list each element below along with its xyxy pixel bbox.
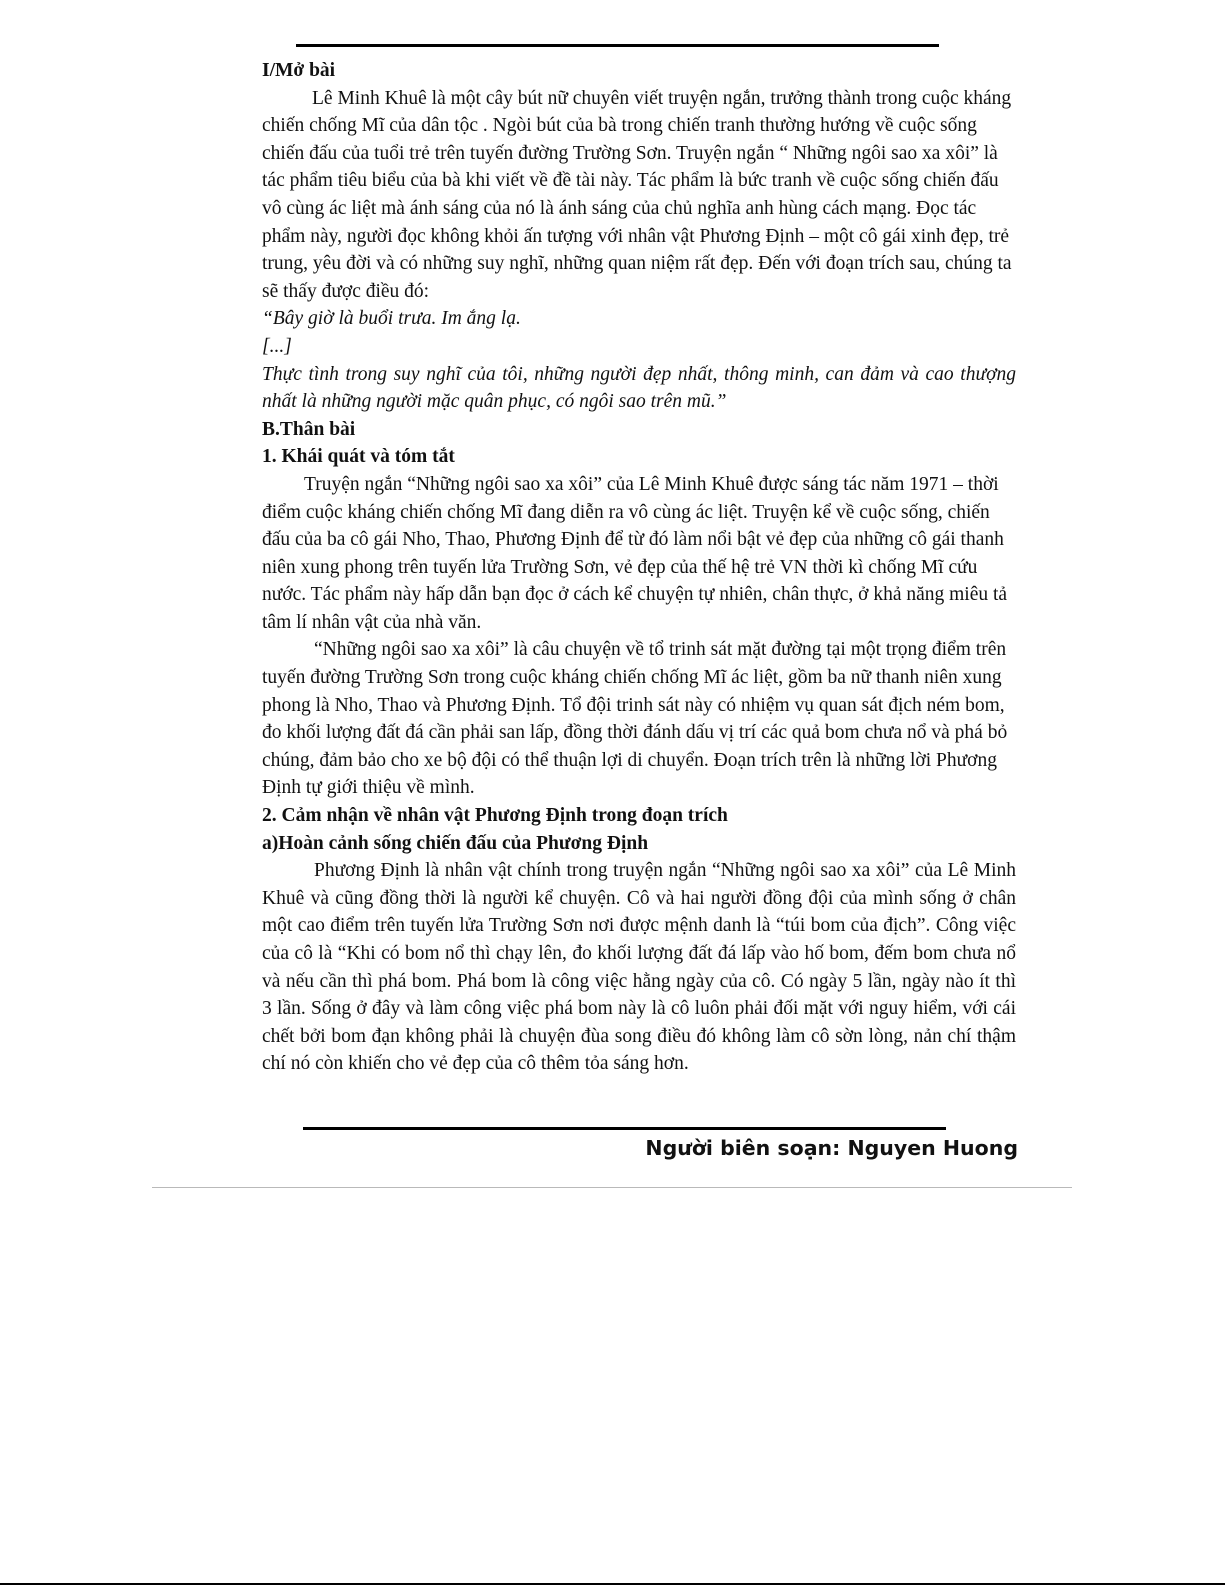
bottom-rule — [303, 1127, 946, 1130]
heading-intro: I/Mở bài — [262, 60, 336, 81]
quote-end: Thực tình trong suy nghĩ của tôi, những người đẹp nhất, thông minh, can đảm và cao thượng nhất là những người mặc quân phục, có ngôi sao trên mũ.” — [262, 363, 1016, 413]
document-body — [262, 57, 1016, 1078]
heading-character: 2. Cảm nhận về nhân vật Phương Định trong đoạn trích — [262, 805, 728, 827]
top-rule — [296, 44, 939, 47]
heading-circumstance: a)Hoàn cảnh sống chiến đấu của Phương Định — [262, 832, 649, 854]
quote-start: “Bây giờ là buổi trưa. Im ắng lạ. — [262, 308, 521, 330]
author-credit: Người biên soạn: Nguyen Huong — [645, 1136, 1018, 1160]
paragraph-summary: Truyện ngắn “Những ngôi sao xa xôi” của Lê Minh Khuê được sáng tác năm 1971 – thời điểm cuộc kháng chiến chống Mĩ đang diễn ra vô cùng ác liệt. Truyện kể về cuộc sống, chiến đấu của ba cô gái Nho, Thao, Phương Định để từ đó làm nổi bật vẻ đẹp của những cô gái thanh niên xung phong trên tuyến lửa Trường Sơn, vẻ đẹp của thế hệ trẻ VN thời kì chống Mĩ cứu nước. Tác phẩm này hấp dẫn bạn đọc ở cách kể chuyện tự nhiên, chân thực, ở khả năng miêu tả tâm lí nhân vật của nhà văn. — [262, 473, 1008, 633]
heading-summary: 1. Khái quát và tóm tắt — [262, 446, 455, 468]
heading-body: B.Thân bài — [262, 418, 356, 440]
paragraph-circumstance: Phương Định là nhân vật chính trong truyện ngắn “Những ngôi sao xa xôi” của Lê Minh Khuê và cũng đồng thời là người kể chuyện. Cô và hai người đồng đội của mình sống ở chân một cao điểm trên tuyến lửa Trường Sơn nơi được mệnh danh là “túi bom của địch”. Công việc của cô là “Khi có bom nổ thì chạy lên, đo khối lượng đất đá lấp vào hố bom, đếm bom chưa nổ và nếu cần thì phá bom. Phá bom là công việc hằng ngày của cô. Có ngày 5 lần, ngày nào ít thì 3 lần. Sống ở đây và làm công việc phá bom này là cô luôn phải đối mặt với nguy hiểm, với cái chết bởi bom đạn không phải là chuyện đùa song điều đó không làm cô sờn lòng, nản chí thậm chí nó còn khiến cho vẻ đẹp của cô thêm tỏa sáng hơn. — [262, 860, 1016, 1075]
page-separator — [152, 1187, 1072, 1188]
quote-ellipsis: [...] — [262, 335, 292, 357]
paragraph-story: “Những ngôi sao xa xôi” là câu chuyện về tổ trinh sát mặt đường tại một trọng điểm trên tuyến đường Trường Sơn trong cuộc kháng chiến chống Mĩ ác liệt, gồm ba nữ thanh niên xung phong là Nho, Thao và Phương Định. Tổ đội trinh sát này có nhiệm vụ quan sát địch ném bom, đo khối lượng đất đá cần phải san lấp, đồng thời đánh dấu vị trí các quả bom chưa nổ và phá bỏ chúng, đảm bảo cho xe bộ đội có thể thuận lợi di chuyển. Đoạn trích trên là những lời Phương Định tự giới thiệu về mình. — [262, 639, 1008, 799]
intro-paragraph: Lê Minh Khuê là một cây bút nữ chuyên viết truyện ngắn, trưởng thành trong cuộc kháng chiến chống Mĩ của dân tộc . Ngòi bút của bà trong chiến tranh thường hướng về cuộc sống chiến đấu của tuổi trẻ trên tuyến đường Trường Sơn. Truyện ngắn “ Những ngôi sao xa xôi” là tác phẩm tiêu biểu của bà khi viết về đề tài này. Tác phẩm là bức tranh về cuộc sống chiến đấu vô cùng ác liệt mà ánh sáng của nó là ánh sáng của chủ nghĩa anh hùng cách mạng. Đọc tác phẩm này, người đọc không khỏi ấn tượng với nhân vật Phương Định – một cô gái xinh đẹp, trẻ trung, yêu đời và có những suy nghĩ, những quan niệm rất đẹp. Đến với đoạn trích sau, chúng ta sẽ thấy được điều đó: — [262, 87, 1012, 302]
